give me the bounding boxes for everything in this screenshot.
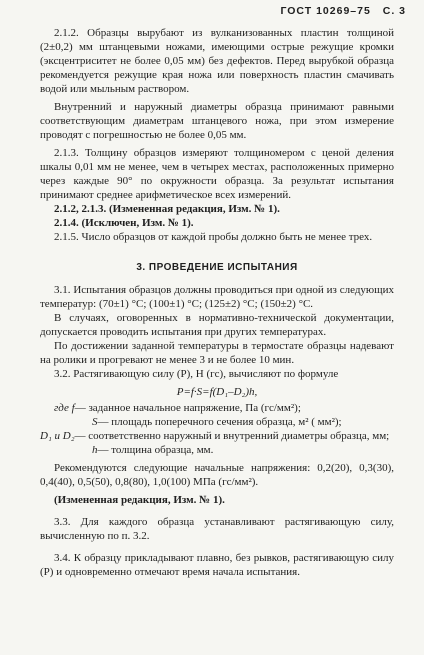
page-number: С. 3: [382, 5, 406, 17]
variable-description: — площадь поперечного сечения образца, м² ( мм²);: [97, 416, 342, 428]
variable-symbol: h: [92, 444, 98, 456]
clause-3-4: 3.4. К образцу прикладывают плавно, без рывков, растягивающую силу (P) и одновременно отмечают время начала испытания.: [40, 552, 394, 578]
clause-2-1-2: 2.1.2. Образцы вырубают из вулканизованных пластин толщиной (2±0,2) мм штанцевыми ножами, имеющими острые режущие кромки (эксцентриситет не более 0,05 мм) без дефектов. Перед вырубкой образца рекомендуется режущие края ножа или поверхность пластин смачивать водой или мыльным раствором.: [40, 27, 394, 95]
preheat-paragraph: По достижении заданной температуры в термостате образцы надевают на ролики и прогревают не менее 3 и не более 10 мин.: [40, 340, 394, 366]
other-temperatures-paragraph: В случаях, оговоренных в нормативно-технической документации, допускается проводить испытания при других температурах.: [40, 312, 394, 338]
variable-definition: [40, 443, 394, 457]
amendment-note-1: 2.1.2, 2.1.3. (Измененная редакция, Изм. № 1).: [54, 203, 280, 215]
variable-definition: [40, 401, 394, 415]
variable-symbol: D₁ и D₂: [40, 430, 75, 442]
standard-number: ГОСТ 10269–75: [280, 5, 371, 17]
clause-3-2: 3.2. Растягивающую силу (P), Н (гс), вычисляют по формуле: [54, 368, 339, 380]
variable-symbol: где f: [54, 402, 75, 414]
page-header: [40, 5, 406, 17]
variable-symbol: S: [92, 416, 98, 428]
section-heading: 3. ПРОВЕДЕНИЕ ИСПЫТАНИЯ: [136, 262, 298, 273]
recommended-stresses-paragraph: Рекомендуются следующие начальные напряжения: 0,2(20), 0,3(30), 0,4(40), 0,5(50), 0,8(80), 1,0(100) МПа (гс/мм²).: [40, 462, 394, 488]
clause-2-1-5: 2.1.5. Число образцов от каждой пробы должно быть не менее трех.: [54, 231, 373, 243]
variable-definition: [40, 429, 394, 443]
variable-description: — толщина образца, мм.: [97, 444, 214, 456]
force-formula: P=f·S=f(D₁–D₂)h,: [176, 386, 258, 398]
excluded-note: 2.1.4. (Исключен, Изм. № 1).: [54, 217, 194, 229]
variable-description: — заданное начальное напряжение, Па (гс/мм²);: [74, 402, 301, 414]
variable-definition: [40, 415, 394, 429]
amendment-note-2: (Измененная редакция, Изм. № 1).: [54, 494, 225, 506]
diameter-paragraph: Внутренний и наружный диаметры образца принимают равными соответствующим диаметрам штанцевого ножа, при этом измерение проводят с погрешностью не более 0,05 мм.: [40, 101, 394, 141]
clause-3-3: 3.3. Для каждого образца устанавливают растягивающую силу, вычисленную по п. 3.2.: [40, 516, 394, 542]
clause-2-1-3: 2.1.3. Толщину образцов измеряют толщиномером с ценой деления шкалы 0,01 мм не менее, чем в четырех местах, расположенных примерно через каждые 90° по окружности образца. За результат испытания принимают среднее арифметическое всех измерений.: [40, 147, 394, 201]
clause-3-1: 3.1. Испытания образцов должны проводиться при одной из следующих температур: (70±1) °С; (100±1) °С; (125±2) °С; (150±2) °С.: [40, 284, 394, 310]
variable-description: — соответственно наружный и внутренний диаметры образца, мм;: [74, 430, 390, 442]
